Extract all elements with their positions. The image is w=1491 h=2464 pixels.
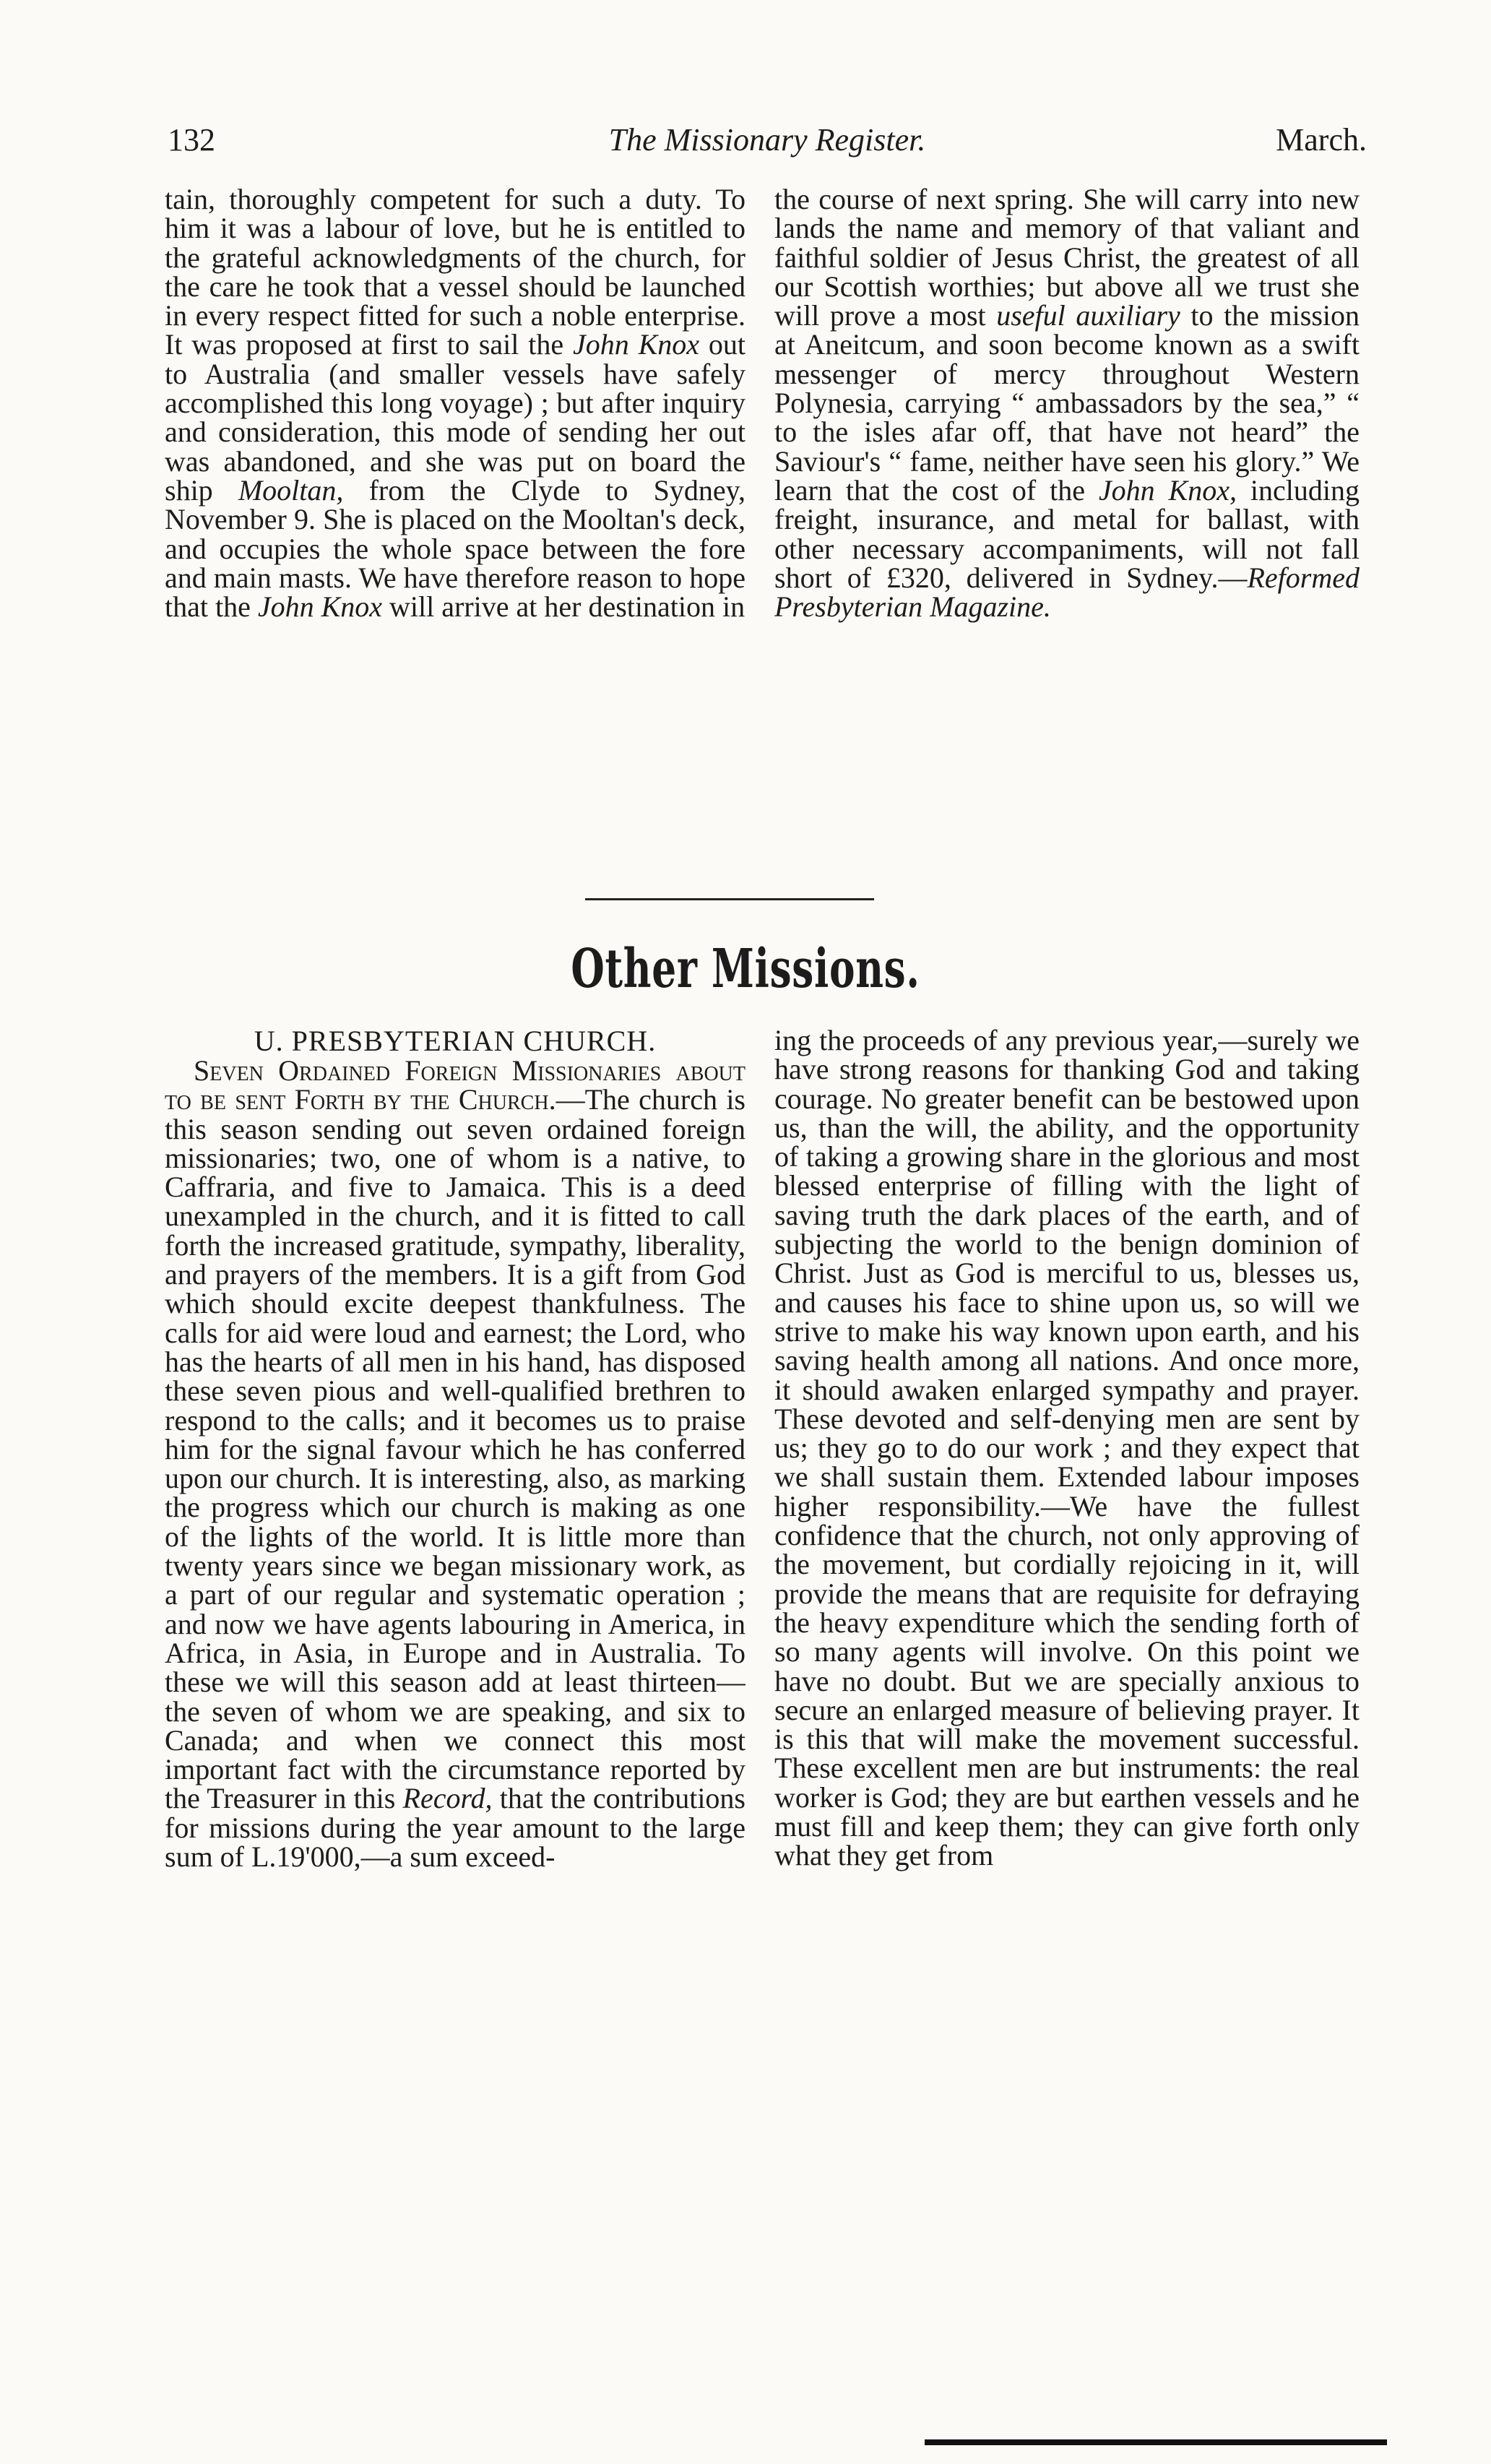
bottom-left-paragraph: Seven Ordained Foreign Missionaries about to be sent Forth by the Church.—The church is this season sending out seven ordained foreign missionaries; two, one of whom is a native, to Caffraria, and five to Jamaica. This is a deed unexampled in the church, and it is fitted to call forth the increased gratitude, sympathy, liberality, and prayers of the members. It is a gift from God which should excite deepest thankfulness. The calls for aid were loud and earnest; the Lord, who has the hearts of all men in his hand, has disposed these seven pious and well-qualified brethren to respond to the calls; and it becomes us to praise him for the signal favour which he has conferred upon our church. It is interesting, also, as marking the progress which our church is making as one of the lights of the world. It is little more than twenty years since we began missionary work, as a part of our regular and systematic operation ; and now we have agents labouring in America, in Africa, in Asia, in Europe and in Australia. To these we will this season add at least thirteen—the seven of whom we are speaking, and six to Canada; and when we connect this most important fact with the circumstance reported by the Treasurer in this Record, that the contributions for missions during the year amount to the large sum of L.19'000,—a sum exceed- — [165, 1054, 746, 1874]
page-number: 132 — [168, 122, 215, 158]
article-subhead: U. PRESBYTERIAN CHURCH. — [254, 1026, 657, 1057]
header-month: March. — [1276, 122, 1367, 158]
ship-name: John Knox, — [1098, 473, 1237, 507]
journal-title: The Missionary Register. — [608, 122, 926, 158]
ship-name: Mooltan, — [238, 473, 344, 507]
source-citation: Reformed Presbyterian Magazine. — [774, 561, 1360, 624]
top-right-paragraph: the course of next spring. She will carry into new lands the name and memory of that valiant and faithful soldier of Jesus Christ, the greatest of all our Scottish worthies; but above all we trust she will prove a most useful auxiliary to the mission at Aneitcum, and soon become known as a swift messenger of mercy throughout Western Polynesia, carrying “ ambassadors by the sea,” “ to the isles afar off, that have not heard” the Saviour's “ fame, neither have seen his glory.” We learn that the cost of the John Knox, including freight, insurance, and metal for ballast, with other necessary accompaniments, will not fall short of £320, delivered in Sydney.—Reformed Presbyterian Magazine. — [774, 185, 1360, 624]
section-title: Other Missions. — [571, 938, 920, 1000]
bottom-column-left — [165, 1026, 746, 2442]
top-column-left — [165, 185, 746, 850]
article-headline: Seven Ordained Foreign Missionaries about to be sent Forth by the Church. — [165, 1054, 746, 1116]
top-column-right — [774, 185, 1360, 850]
bottom-column-right — [774, 1026, 1360, 2442]
scan-edge-bar — [925, 2439, 1387, 2445]
ship-name: John Knox — [572, 328, 700, 361]
bottom-right-paragraph: ing the proceeds of any previous year,—surely we have strong reasons for thanking God and taking courage. No greater benefit can be bestowed upon us, than the will, the ability, and the opportunity of taking a growing share in the glorious and most blessed enterprise of filling with the light of saving truth the dark places of the earth, and of subjecting the world to the benign dominion of Christ. Just as God is merciful to us, blesses us, and causes his face to shine upon us, so will we strive to make his way known upon earth, and his saving health among all nations. And once more, it should awaken enlarged sympathy and prayer. These devoted and self-denying men are sent by us; they go to do our work ; and they expect that we shall sustain them. Extended labour imposes higher responsibility.—We have the fullest confidence that the church, not only approving of the movement, but cordially rejoicing in it, will provide the means that are requisite for defraying the heavy expenditure which the sending forth of so many agents will involve. On this point we have no doubt. But we are specially anxious to secure an enlarged measure of believing prayer. It is this that will make the movement successful. These excellent men are but instruments: the real worker is God; they are but earthen vessels and he must fill and keep them; they can give forth only what they get from — [774, 1026, 1360, 1872]
running-header — [168, 121, 1367, 172]
section-divider — [585, 898, 874, 900]
top-left-paragraph: tain, thoroughly competent for such a duty. To him it was a labour of love, but he is entitled to the grateful acknowledgments of the church, for the care he took that a vessel should be launched in every respect fitted for such a noble enterprise. It was proposed at first to sail the John Knox out to Australia (and smaller vessels have safely accomplished this long voyage) ; but after inquiry and consideration, this mode of sending her out was abandoned, and she was put on board the ship Mooltan, from the Clyde to Sydney, November 9. She is placed on the Mooltan's deck, and occupies the whole space between the fore and main masts. We have therefore reason to hope that the John Knox will arrive at her destination in — [165, 185, 746, 624]
ship-name: John Knox — [257, 590, 383, 624]
